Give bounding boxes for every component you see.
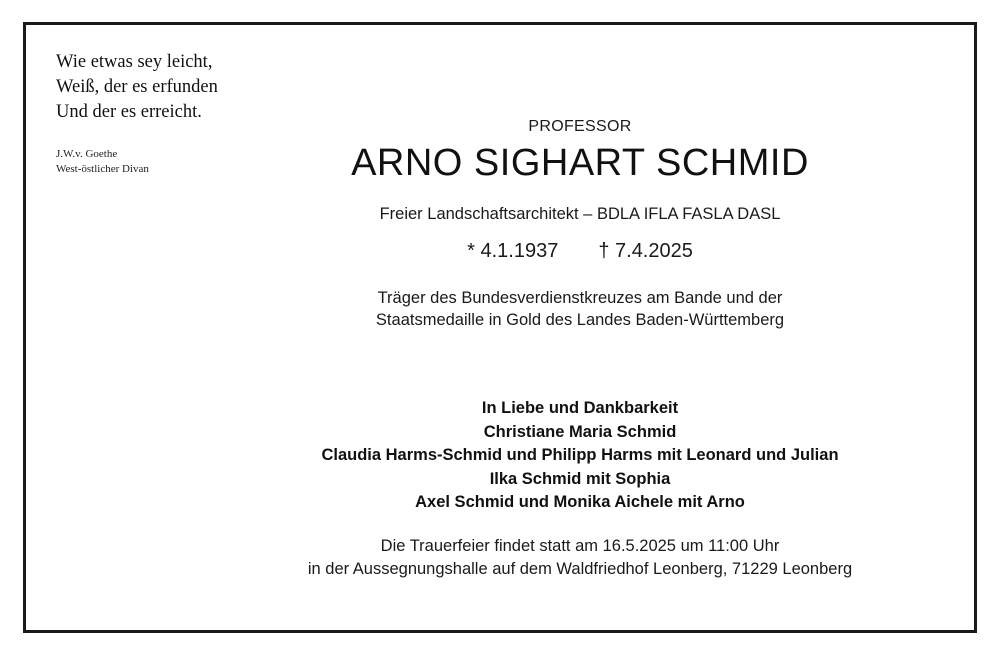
mourners-intro: In Liebe und Dankbarkeit [481,399,679,417]
quote-line: Und der es erreicht. [56,102,202,122]
academic-title: PROFESSOR [528,118,632,135]
funeral-info [106,535,1000,581]
obituary-frame [23,22,977,633]
deceased-profession: Freier Landschaftsarchitekt – BDLA IFLA FASLA DASL [379,205,781,223]
deceased-name: ARNO SIGHART SCHMID [351,142,809,184]
quote-line: Weiß, der es erfunden [56,77,218,97]
birth-date: * 4.1.1937 [467,240,559,262]
mourners [106,397,1000,515]
honor-line: Träger des Bundesverdienstkreuzes am Bande und der [377,289,783,307]
death-date: † 7.4.2025 [598,240,693,262]
life-dates [106,240,1000,263]
mourner-line: Ilka Schmid mit Sophia [489,469,671,488]
goethe-quote [56,50,218,125]
honors [106,287,1000,331]
ceremony-line: Die Trauerfeier findet statt am 16.5.2025 um 11:00 Uhr [380,537,780,555]
mourner-line: Christiane Maria Schmid [483,422,677,441]
mourner-line: Claudia Harms-Schmid und Philipp Harms mit Leonard und Julian [321,446,839,464]
ceremony-line: in der Aussegnungshalle auf dem Waldfriedhof Leonberg, 71229 Leonberg [307,560,853,578]
quote-author: J.W.v. Goethe [56,148,118,160]
mourner-line: Axel Schmid und Monika Aichele mit Arno [415,493,745,511]
honor-line: Staatsmedaille in Gold des Landes Baden-Württemberg [375,311,785,329]
quote-source: West-östlicher Divan [56,163,149,175]
quote-line: Wie etwas sey leicht, [56,52,213,72]
